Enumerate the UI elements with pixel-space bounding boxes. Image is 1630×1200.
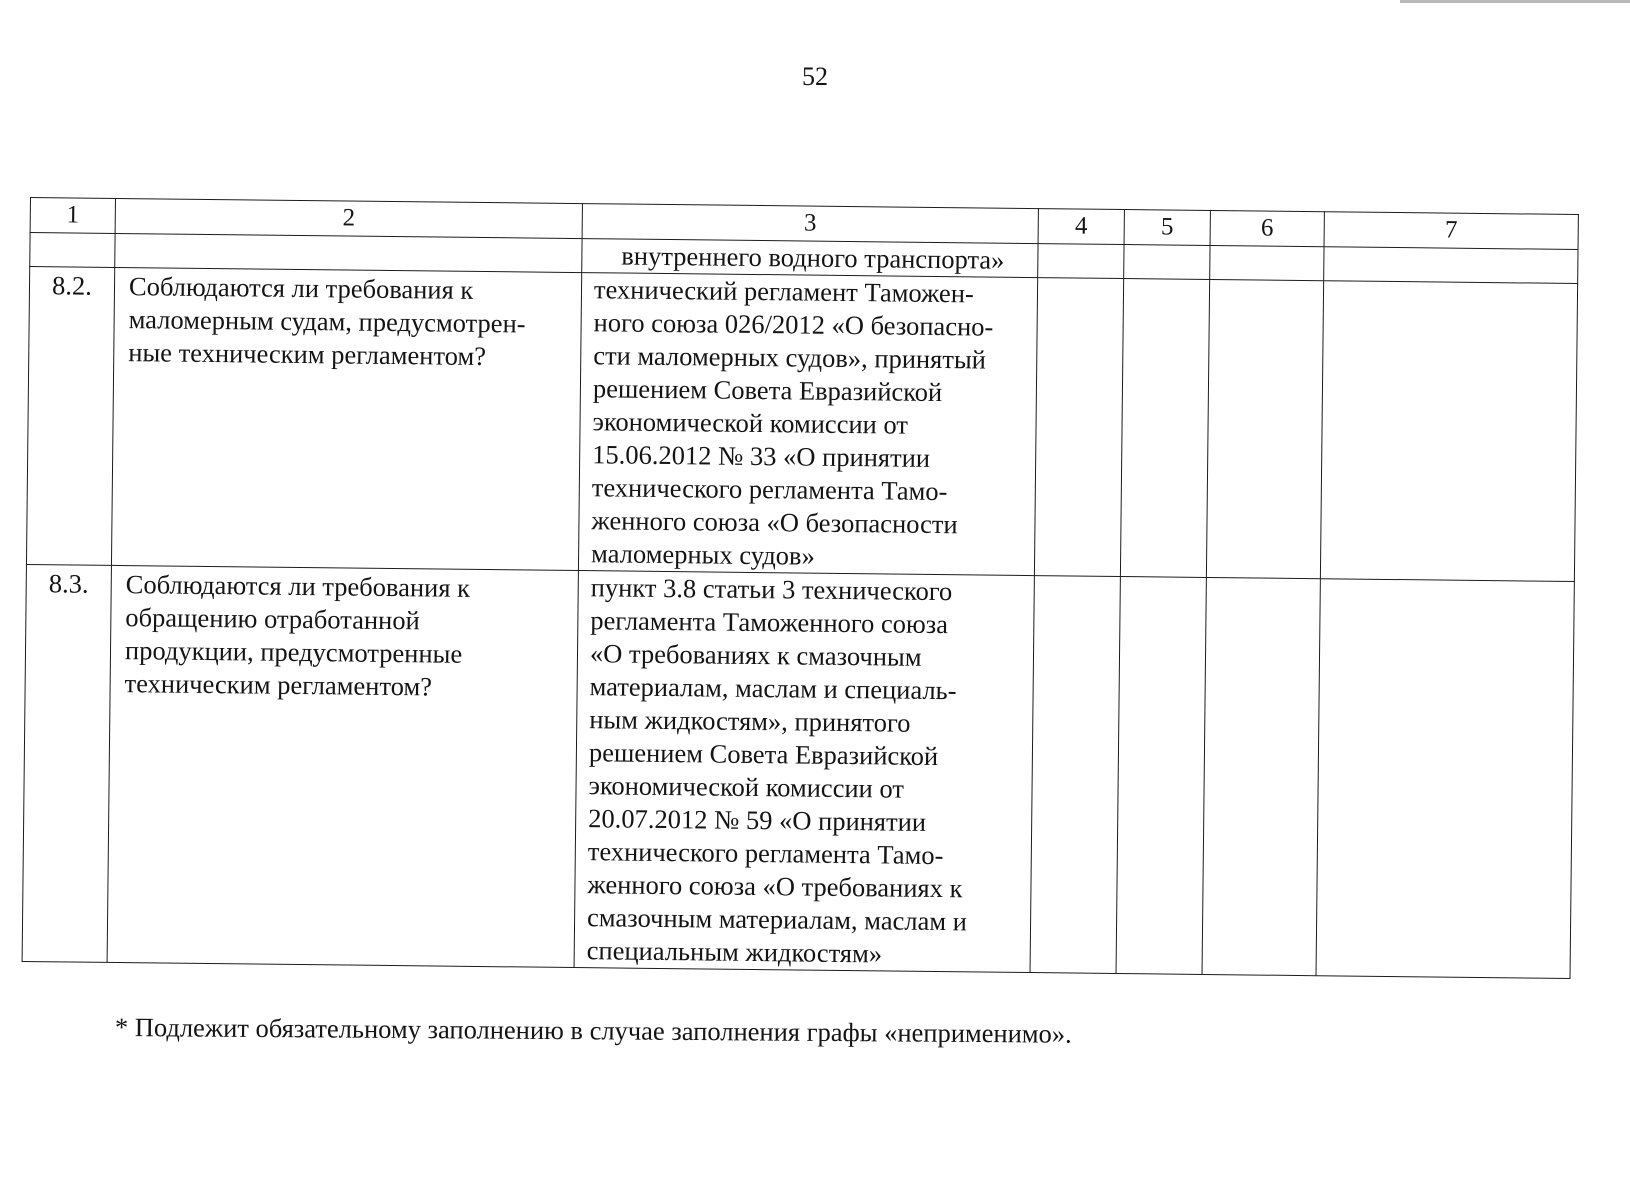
reference-line: женного союза «О безопасности [591, 505, 958, 540]
table-row [22, 564, 1574, 978]
question-cell [111, 267, 581, 570]
cont-cell-num [30, 233, 115, 268]
question-cell [107, 565, 578, 967]
question-line: ные техническим регламентом? [128, 337, 487, 372]
reference-cell [578, 273, 1037, 576]
row-number: 8.3. [22, 564, 111, 962]
header-col-6: 6 [1210, 210, 1324, 246]
reference-line: технического регламента Тамо- [587, 836, 944, 871]
header-col-4: 4 [1038, 209, 1124, 245]
reference-line: решением Совета Евразийской [592, 373, 943, 408]
reference-cell [574, 571, 1034, 973]
question-line: Соблюдаются ли требования к [128, 271, 474, 305]
reference-line: смазочным материалам, маслам и [586, 902, 968, 937]
empty-cell-col-7 [1320, 281, 1577, 582]
reference-line: регламента Таможенного союза [590, 605, 949, 640]
empty-cell-col-7 [1316, 579, 1574, 979]
empty-cell-col-4 [1034, 278, 1123, 577]
reference-line: ным жидкостям», принятого [589, 704, 911, 738]
reference-line: экономической комиссии от [592, 406, 909, 440]
cont-cell-5 [1124, 245, 1210, 280]
question-line: обращению отработанной [125, 602, 420, 636]
header-col-3: 3 [582, 204, 1038, 244]
question-line: техническим регламентом? [124, 668, 433, 702]
header-col-5: 5 [1124, 210, 1210, 246]
reference-line: технический регламент Таможен- [593, 274, 974, 309]
reference-line: ного союза 026/2012 «О безопасно- [593, 307, 994, 342]
continuation-reference-text: внутреннего водного транспорта» [621, 240, 1005, 275]
cont-cell-question [115, 233, 582, 272]
reference-line: решением Совета Евразийской [588, 737, 939, 772]
checklist-sheet [22, 197, 1578, 979]
page-number: 52 [802, 62, 828, 91]
footnote: * Подлежит обязательному заполнению в случае заполнения графы «неприменимо». [114, 1012, 1072, 1049]
reference-line: материалам, маслам и специаль- [589, 671, 957, 706]
header-col-2: 2 [115, 198, 582, 238]
empty-cell-col-5 [1116, 577, 1206, 975]
reference-line: специальным жидкостям» [586, 935, 883, 969]
scan-edge-mark [1400, 0, 1630, 3]
question-line: продукции, предусмотренные [124, 635, 463, 669]
checklist-table [22, 197, 1579, 979]
reference-line: 20.07.2012 № 59 «О принятии [588, 803, 927, 837]
cont-cell-4 [1038, 244, 1124, 279]
cont-cell-7 [1324, 247, 1578, 284]
empty-cell-col-4 [1030, 576, 1120, 974]
row-number: 8.2. [26, 267, 114, 566]
reference-line: «О требованиях к смазочным [589, 638, 922, 672]
reference-line: 15.06.2012 № 33 «О принятии [592, 439, 931, 473]
reference-line: маломерных судов» [590, 538, 815, 571]
header-col-1: 1 [30, 198, 115, 234]
empty-cell-col-6 [1206, 279, 1323, 578]
empty-cell-col-5 [1120, 279, 1209, 578]
header-col-7: 7 [1324, 212, 1578, 250]
table-row [26, 267, 1577, 582]
reference-line: экономической комиссии от [588, 770, 905, 804]
question-line: Соблюдаются ли требования к [125, 569, 471, 603]
reference-line: сти маломерных судов», принятый [593, 340, 987, 375]
empty-cell-col-6 [1202, 577, 1320, 975]
reference-line: женного союза «О требованиях к [587, 869, 963, 904]
cont-cell-6 [1210, 245, 1324, 280]
reference-line: пункт 3.8 статьи 3 технического [590, 572, 953, 607]
cont-cell-reference [582, 239, 1038, 278]
reference-line: технического регламента Тамо- [591, 472, 948, 507]
question-line: маломерным судам, предусмотрен- [128, 304, 526, 339]
